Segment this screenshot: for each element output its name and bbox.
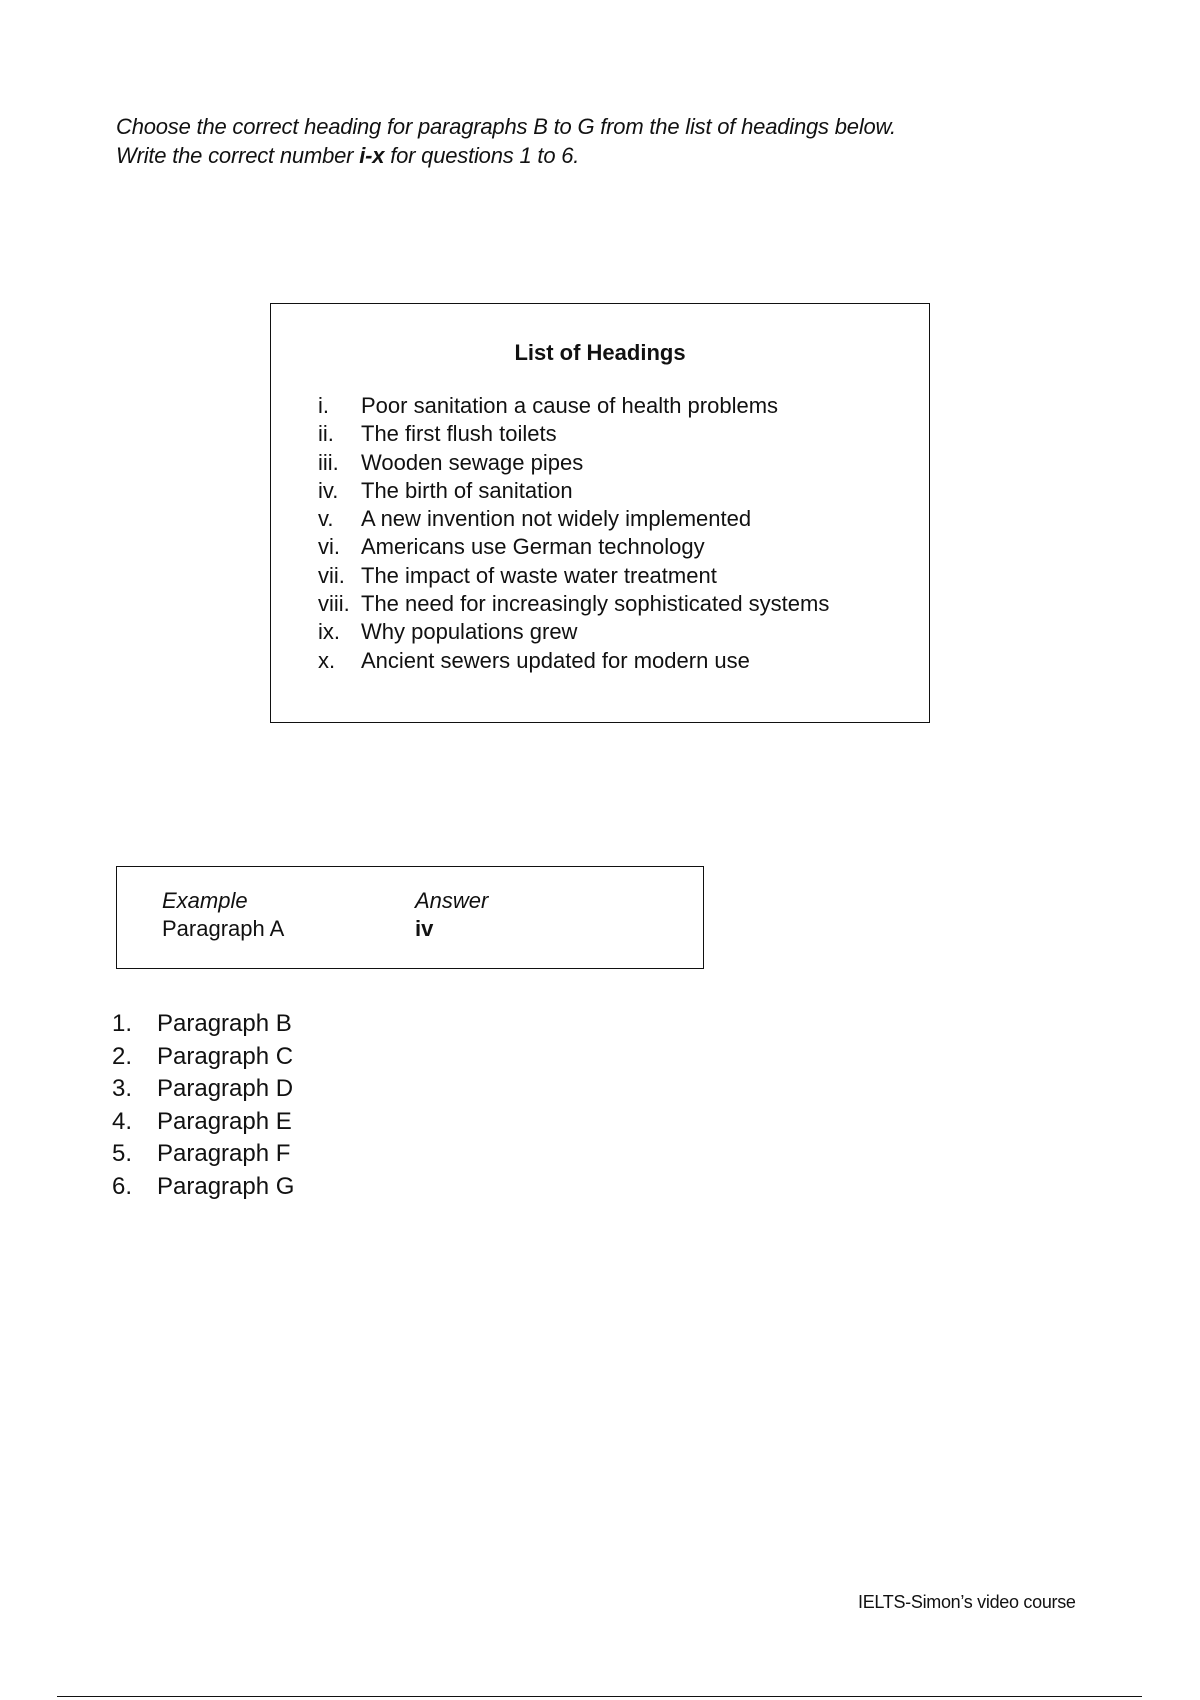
heading-number: viii. [318,591,350,617]
question-text: Paragraph F [157,1140,291,1167]
instruction-line-2-post: for questions 1 to 6. [384,143,580,168]
heading-number: vi. [318,534,340,560]
heading-item [318,647,829,675]
heading-text: Poor sanitation a cause of health problems [361,393,779,418]
heading-text: Why populations grew [361,619,578,645]
heading-item [318,449,829,477]
question-item [112,1041,294,1074]
question-text: Paragraph G [157,1172,295,1200]
heading-item [318,420,829,448]
question-text: Paragraph E [157,1107,292,1135]
heading-text: A new invention not widely implemented [361,506,752,532]
question-number: 5. [112,1140,133,1167]
example-header: Example [162,888,248,913]
headings-box [270,303,930,723]
question-number: 2. [112,1042,133,1070]
instruction-range: i-x [359,143,385,168]
instruction-line-2-pre: Write the correct number [116,143,360,168]
heading-item [318,392,829,420]
heading-number: ix. [318,619,340,645]
question-item [112,1008,294,1041]
heading-item [318,590,829,618]
heading-number: x. [318,647,336,673]
question-list [112,1008,294,1203]
question-number: 1. [112,1010,133,1037]
question-number: 6. [112,1172,133,1200]
instructions [116,112,1096,170]
instruction-line-2 [116,141,1096,170]
heading-text: Wooden sewage pipes [361,449,584,475]
example-answer: iv [415,916,434,941]
question-item [112,1171,294,1204]
heading-item [318,477,829,505]
heading-number: i. [318,393,329,418]
question-text: Paragraph D [157,1075,294,1102]
heading-item [318,533,829,561]
heading-number: vii. [318,562,345,588]
heading-item [318,618,829,646]
example-box [116,866,704,969]
heading-number: v. [318,506,334,532]
instruction-line-1: Choose the correct heading for paragraphs B to G from the list of headings below. [116,114,896,139]
answer-header: Answer [415,888,489,913]
heading-number: iv. [318,477,339,503]
heading-item [318,505,829,533]
question-item [112,1106,294,1139]
bottom-rule [57,1696,1142,1697]
question-number: 3. [112,1075,133,1102]
question-number: 4. [112,1107,133,1135]
headings-title: List of Headings [514,340,686,365]
heading-text: The birth of sanitation [361,477,573,503]
example-paragraph: Paragraph A [162,916,285,941]
question-item [112,1138,294,1171]
footer-credit: IELTS-Simon’s video course [858,1592,1076,1612]
headings-list [318,392,829,675]
question-item [112,1073,294,1106]
heading-text: Ancient sewers updated for modern use [361,647,750,673]
heading-item [318,562,829,590]
question-text: Paragraph B [157,1010,292,1037]
heading-text: Americans use German technology [361,534,705,560]
heading-text: The need for increasingly sophisticated systems [361,591,830,617]
heading-number: ii. [318,421,334,447]
heading-text: The impact of waste water treatment [361,562,717,588]
question-text: Paragraph C [157,1042,294,1070]
heading-text: The first flush toilets [361,421,557,447]
heading-number: iii. [318,449,339,475]
